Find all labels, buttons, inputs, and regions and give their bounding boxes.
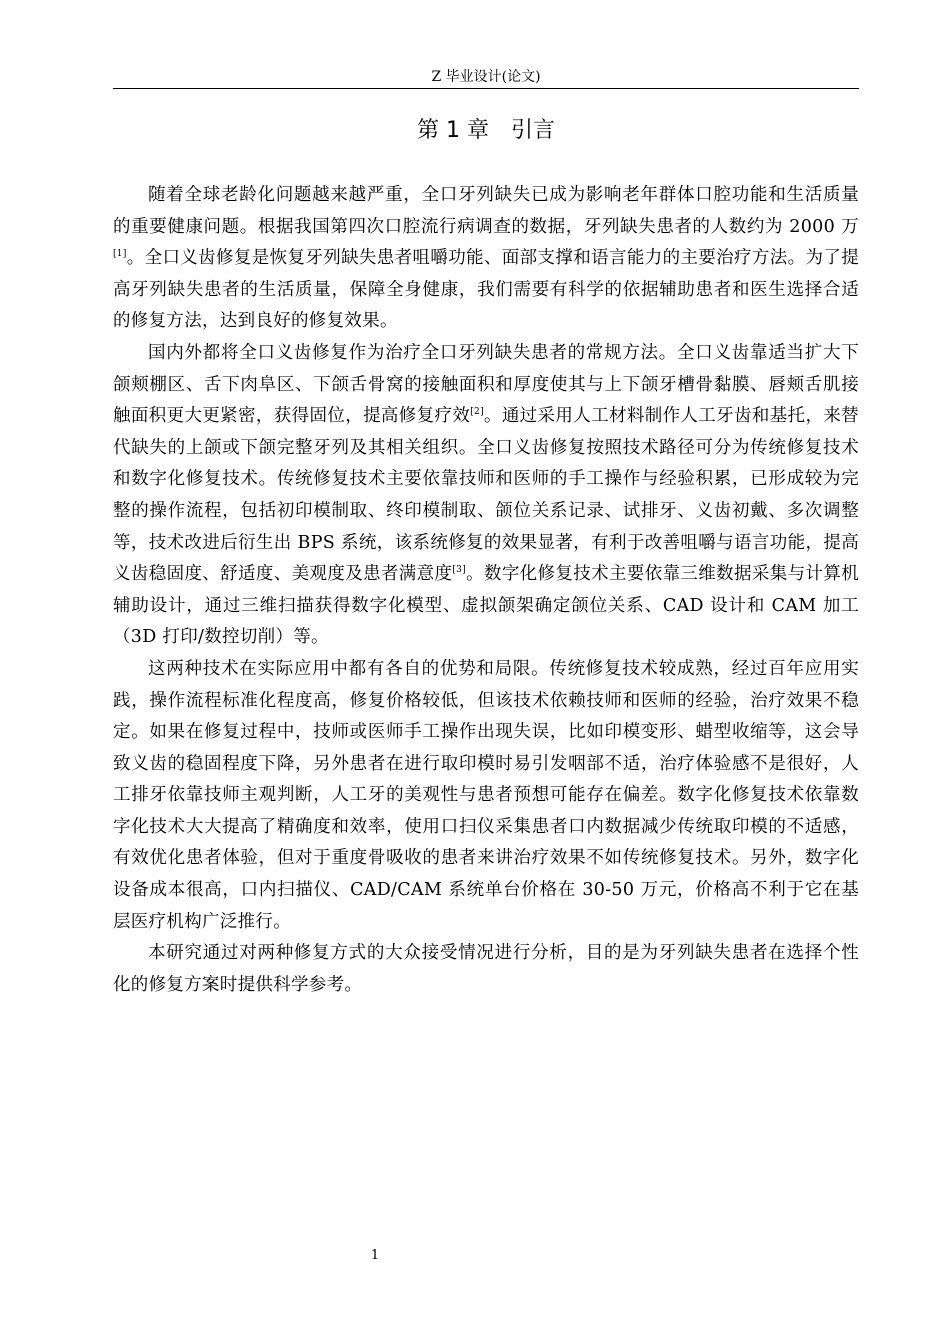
page-number: 1 [370,1248,380,1263]
paragraph-text: 国内外都将全口义齿修复作为治疗全口牙列缺失患者的常规方法。全口义齿靠适当扩大下颌颊棚区、舌下肉阜区、下颌舌骨窝的接触面积和厚度使其与上下颌牙槽骨黏膜、唇颊舌肌接触面积更大更紧密，获得固位，提高修复疗效 [113,342,859,427]
citation-ref: [1] [113,249,127,260]
body-paragraph [113,938,859,1001]
paragraph-text: 本研究通过对两种修复方式的大众接受情况进行分析，目的是为牙列缺失患者在选择个性化的修复方案时提供科学参考。 [113,943,859,995]
paragraph-text: 这两种技术在实际应用中都有各自的优势和局限。传统修复技术较成熟，经过百年应用实践，操作流程标准化程度高，修复价格较低，但该技术依赖技师和医师的经验，治疗效果不稳定。如果在修复过程中，技师或医师手工操作出现失误，比如印模变形、蜡型收缩等，这会导致义齿的稳固程度下降，另外患者在进行取印模时易引发咽部不适，治疗体验感不是很好，人工排牙依靠技师主观判断，人工牙的美观性与患者预想可能存在偏差。数字化修复技术依靠数字化技术大大提高了精确度和效率，使用口扫仪采集患者口内数据减少传统取印模的不适感，有效优化患者体验，但对于重度骨吸收的患者来讲治疗效果不如传统修复技术。另外，数字化设备成本很高，口内扫描仪、CAD/CAM 系统单台价格在 30-50 万元，价格高不利于它在基层医疗机构广泛推行。 [113,658,859,932]
chapter-body [113,180,859,1001]
paragraph-text: 随着全球老龄化问题越来越严重，全口牙列缺失已成为影响老年群体口腔功能和生活质量的重要健康问题。根据我国第四次口腔流行病调查的数据，牙列缺失患者的人数约为 2000 万 [113,185,859,237]
chapter-title: 第 1 章 引言 [417,118,555,143]
paragraph-text: 。通过采用人工材料制作人工牙齿和基托，来替代缺失的上颌或下颌完整牙列及其相关组织。全口义齿修复按照技术路径可分为传统修复技术和数字化修复技术。传统修复技术主要依靠技师和医师的手工操作与经验积累，已形成较为完整的操作流程，包括初印模制取、终印模制取、颌位关系记录、试排牙、义齿初戴、多次调整等，技术改进后衍生出 BPS 系统，该系统修复的效果显著，有利于改善咀嚼与语言功能，提高义齿稳固度、舒适度、美观度及患者满意度 [113,406,859,585]
body-paragraph [113,338,859,654]
paragraph-text: 。全口义齿修复是恢复牙列缺失患者咀嚼功能、面部支撑和语言能力的主要治疗方法。为了提高牙列缺失患者的生活质量，保障全身健康，我们需要有科学的依据辅助患者和医生选择合适的修复方法，达到良好的修复效果。 [113,248,859,332]
body-paragraph [113,180,859,338]
paragraph-text: 。数字化修复技术主要依靠三维数据采集与计算机辅助设计，通过三维扫描获得数字化模型、虚拟颌架确定颌位关系、CAD 设计和 CAM 加工（3D 打印/数控切削）等。 [113,564,859,648]
body-paragraph [113,654,859,938]
running-header: Z 毕业设计(论文) [113,68,859,89]
citation-ref: [2] [470,407,484,418]
citation-ref: [3] [452,565,467,576]
